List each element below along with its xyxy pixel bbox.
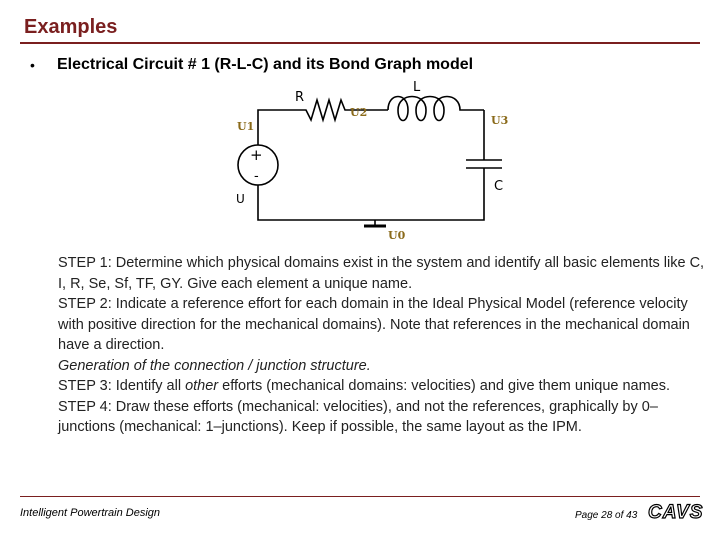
footer-divider	[20, 496, 700, 497]
capacitor-label: C	[494, 179, 504, 194]
cavs-logo: CAVS	[648, 502, 704, 523]
source-label: U	[236, 192, 245, 206]
node-label-u2: U2	[350, 106, 368, 119]
resistor-label: R	[295, 90, 305, 105]
node-label-u3: U3	[491, 114, 509, 127]
step-3-suffix: efforts (mechanical domains: velocities) and give them unique names.	[218, 378, 671, 394]
step-3-text	[58, 376, 708, 397]
slide-title: Examples	[24, 16, 118, 38]
node-label-u1: U1	[237, 120, 255, 133]
step-1-text: STEP 1: Determine which physical domains exist in the system and identify all basic elements like C, I, R, Se, Sf, TF, GY. Give each element a unique name.	[58, 255, 705, 292]
step-3-emphasis: other	[185, 378, 219, 394]
step-3-prefix: STEP 3: Identify all	[58, 378, 186, 394]
footer-course-title: Intelligent Powertrain Design	[20, 507, 161, 519]
wire-left-top	[258, 110, 300, 145]
source-plus: +	[250, 146, 263, 164]
inductor-label: L	[413, 80, 421, 95]
step-4-text: STEP 4: Draw these efforts (mechanical: velocities), and not the references, graphically by 0–junctions (mechanical: 1–junctions). Keep if possible, the same layout as the IPM.	[58, 398, 658, 435]
slide-heading: Electrical Circuit # 1 (R-L-C) and its Bond Graph model	[57, 56, 474, 73]
wire-right-bottom	[258, 168, 484, 220]
bullet-marker: •	[30, 57, 35, 73]
steps-text-block	[58, 253, 708, 438]
step-2-text: STEP 2: Indicate a reference effort for each domain in the Ideal Physical Model (reference velocity with positive direction for the mechanical domains). Note that references in the mechanical domain have a direction.	[58, 296, 690, 353]
generation-heading: Generation of the connection / junction structure.	[58, 357, 371, 374]
footer-page-number: Page 28 of 43	[575, 510, 638, 521]
node-label-u0: U0	[388, 229, 406, 242]
inductor-symbol	[372, 97, 484, 121]
source-minus: -	[254, 169, 259, 184]
